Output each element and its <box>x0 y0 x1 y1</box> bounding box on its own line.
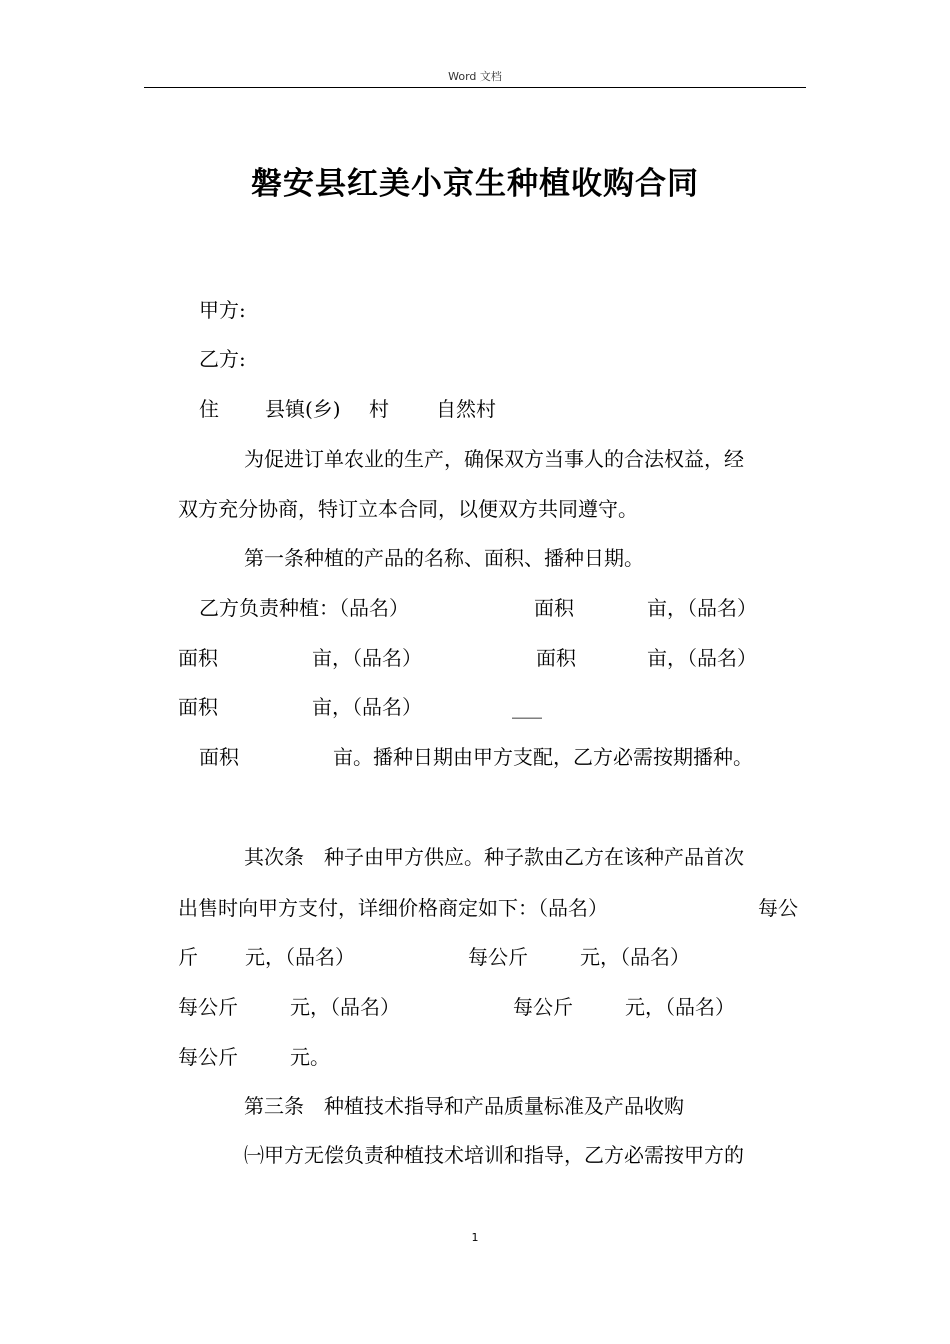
article-2-line-3a: 斤 <box>178 945 198 969</box>
article-1-line-4a: 面积 <box>199 745 239 769</box>
document-title: 磐安县红美小京生种植收购合同 <box>251 166 699 202</box>
article-2-line-5a: 每公斤 <box>178 1045 238 1069</box>
preamble-line-2: 双方充分协商，特订立本合同，以便双方共同遵守。 <box>178 497 638 521</box>
article-2-line-3c: 每公斤 <box>468 945 528 969</box>
article-1-line-3a: 面积 <box>178 695 218 719</box>
article-2-line-4b: 元，（品名） <box>290 995 400 1019</box>
header-rule <box>144 87 806 88</box>
party-a-label: 甲方: <box>199 298 246 322</box>
article-3-title: 第三条 种植技术指导和产品质量标准及产品收购 <box>244 1094 684 1118</box>
article-2-line-1: 其次条 种子由甲方供应。种子款由乙方在该种产品首次 <box>244 845 744 869</box>
article-2-line-3b: 元，（品名） <box>245 945 355 969</box>
article-1-line-1b: 面积 <box>534 596 574 620</box>
article-2-line-3d: 元，（品名） <box>580 945 690 969</box>
page-number: 1 <box>471 1231 479 1244</box>
article-1-line-4b: 亩。播种日期由甲方支配，乙方必需按期播种。 <box>333 745 753 769</box>
article-2-line-4c: 每公斤 <box>513 995 573 1019</box>
preamble-line-1: 为促进订单农业的生产，确保双方当事人的合法权益，经 <box>244 447 744 471</box>
party-b-label: 乙方: <box>199 347 246 371</box>
article-1-line-2c: 面积 <box>536 646 576 670</box>
address-village: 村 <box>369 397 389 421</box>
article-1-line-1c: 亩，（品名） <box>647 596 757 620</box>
article-1-line-2b: 亩，（品名） <box>312 646 422 670</box>
article-2-line-2-end: 每公 <box>758 896 798 920</box>
article-1-title: 第一条种植的产品的名称、面积、播种日期。 <box>244 546 644 570</box>
page-header: Word 文档 <box>448 70 502 83</box>
article-1-line-3b: 亩，（品名） <box>312 695 422 719</box>
address-label: 住 <box>199 397 219 421</box>
address-natural-village: 自然村 <box>436 397 496 421</box>
article-2-line-2: 出售时向甲方支付，详细价格商定如下：（品名） <box>178 896 608 920</box>
article-1-line-2a: 面积 <box>178 646 218 670</box>
address-county: 县镇(乡) <box>265 397 341 421</box>
article-2-line-4d: 元，（品名） <box>625 995 735 1019</box>
article-2-line-4a: 每公斤 <box>178 995 238 1019</box>
article-1-line-2d: 亩，（品名） <box>647 646 757 670</box>
article-1-line-3-blank: ___ <box>512 695 542 719</box>
article-2-line-5b: 元。 <box>290 1045 330 1069</box>
article-1-line-1a: 乙方负责种植：（品名） <box>199 596 409 620</box>
article-3-line-1: ㈠甲方无偿负责种植技术培训和指导，乙方必需按甲方的 <box>244 1143 744 1167</box>
